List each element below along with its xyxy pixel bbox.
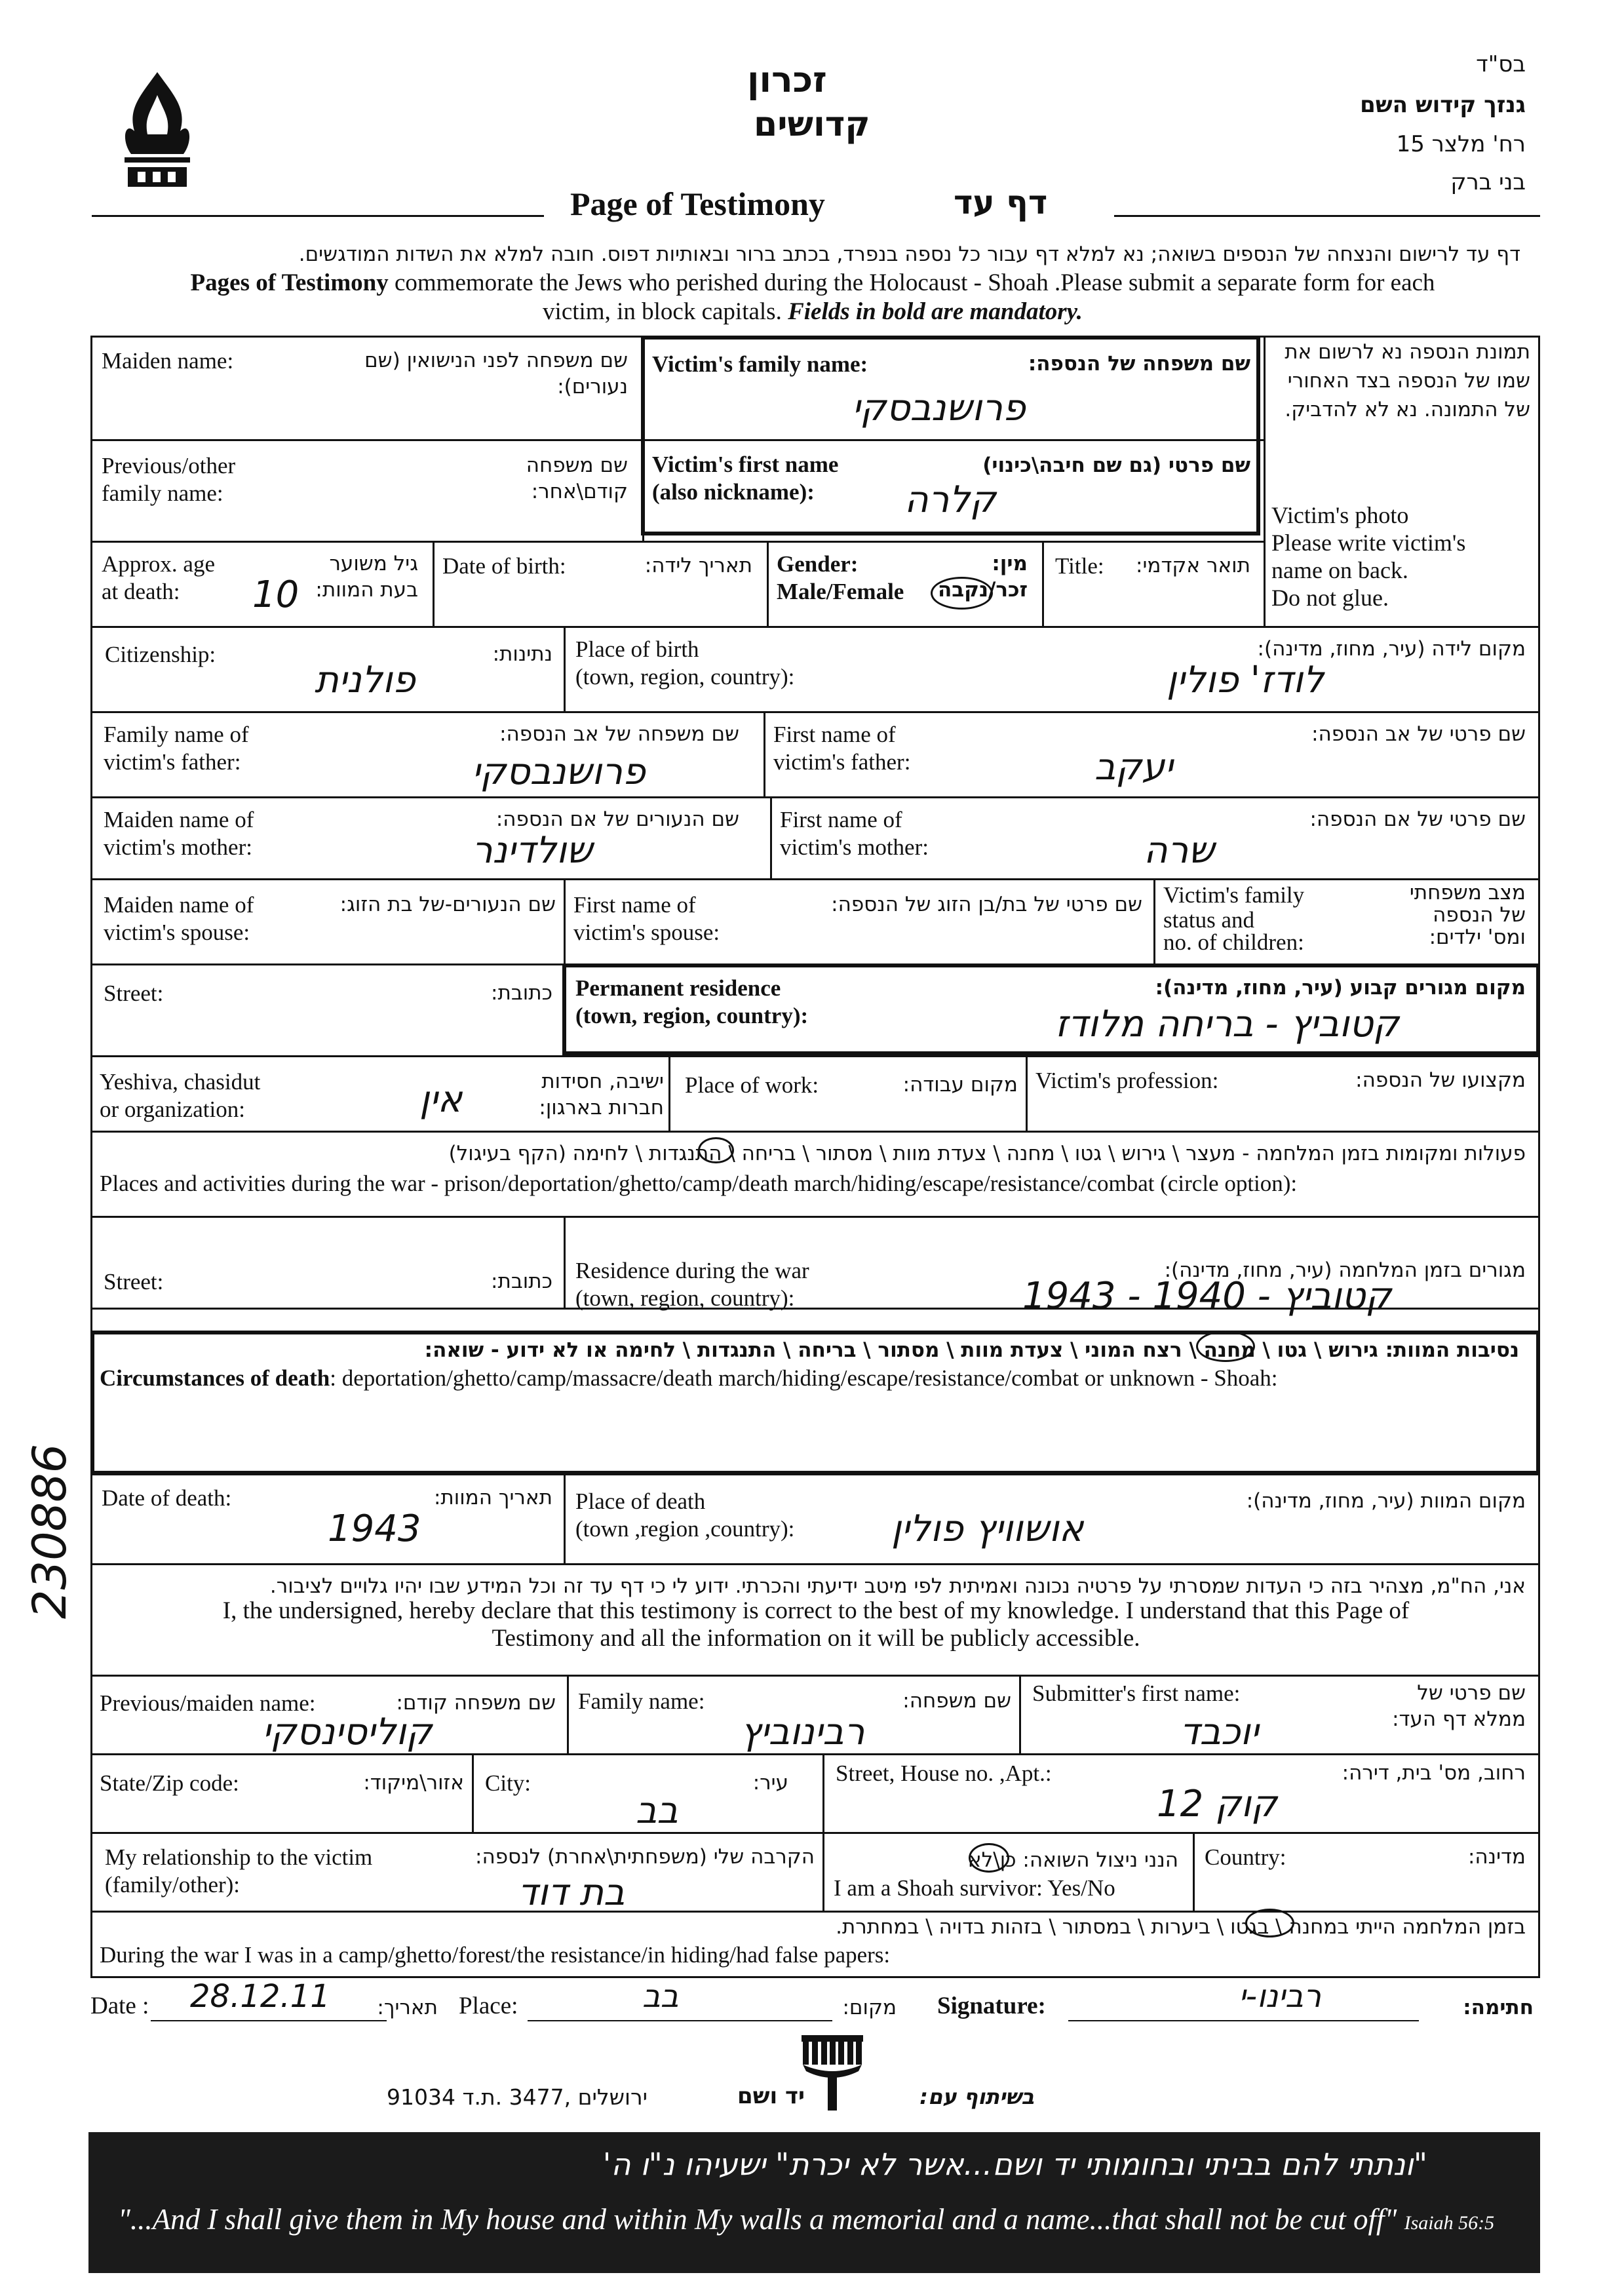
status-he-1: מצב משפחתי <box>1409 881 1526 905</box>
circumstances-he: נסיבות המוות: גירוש \ גטו \ מחנה \ רצח המוני \ צעדת מוות \ מסתור \ בריחה \ התנגדות \ לחימה או לא ידוע - שואה: <box>424 1338 1519 1362</box>
rel-en-2: (family/other): <box>105 1872 241 1897</box>
father-first-label-he: שם פרטי של אב הנספה: <box>1311 722 1526 746</box>
place-label: Place: <box>459 1993 518 2019</box>
residence-war-label-he: מגורים בזמן המלחמה (עיר, מחוז, מדינה): <box>1164 1258 1526 1282</box>
archive-street: רח' מלצר 15 <box>1396 131 1526 157</box>
country-label: Country: <box>1205 1844 1286 1870</box>
family-status-label-he <box>1410 882 1526 948</box>
signature-label-he: חתימה: <box>1463 1996 1534 2019</box>
submitter-first-label-he <box>1392 1680 1526 1732</box>
yesh-he-2: חברות בארגון: <box>539 1096 664 1119</box>
age-en-2: at death: <box>102 579 180 604</box>
declaration-en <box>128 1597 1504 1652</box>
citizenship-label-he: נתינות: <box>492 642 552 666</box>
title-kedoshim: קדושים <box>754 105 870 144</box>
prev-he-2: קודם\אחר: <box>531 480 628 503</box>
footer-address: 91034 ירושלים ,3477 .ת.ד <box>387 2084 648 2110</box>
mother-first-label-he: שם פרטי של אם הנספה: <box>1309 807 1526 831</box>
country-label-he: מדינה: <box>1467 1845 1526 1869</box>
date-of-death-label-he: תאריך המוות: <box>433 1486 552 1509</box>
city-label-he: עיר: <box>752 1771 788 1795</box>
previous-family-name-label <box>102 452 235 507</box>
perm-en-2: (town, region, country): <box>575 1003 809 1028</box>
approx-age-label-he <box>315 551 418 603</box>
escape-circle[interactable] <box>698 1137 734 1163</box>
submitter-first-label: Submitter's first name: <box>1032 1681 1241 1706</box>
ffam-en-2: victim's father: <box>104 749 241 775</box>
gender-en-1: Gender: <box>777 551 859 577</box>
photo-en-4: Do not glue. <box>1271 585 1389 611</box>
place-of-death-label <box>575 1488 794 1543</box>
first-en-2: (also nickname): <box>652 479 815 505</box>
permanent-residence-label <box>575 975 808 1030</box>
victim-first-name-value[interactable]: קלרה <box>904 478 996 521</box>
quote-hebrew: "ונתתי להם בביתי ובחומותי יד ושם...אשר לא יכרת" ישעיהו נ"ו ה' <box>602 2147 1427 2182</box>
quote-reference: Isaiah 56:5 <box>1404 2212 1495 2234</box>
signature-line <box>1068 2020 1419 2021</box>
intro-english <box>92 269 1534 326</box>
street-war-label: Street: <box>104 1269 164 1294</box>
victim-family-name-label-he: שם משפחה של הנספה: <box>1028 352 1250 376</box>
mmaid-en-1: Maiden name of <box>104 807 254 832</box>
mother-maiden-label-he: שם הנעורים של אם הנספה: <box>495 807 739 831</box>
page-title-en: Page of Testimony <box>570 185 825 222</box>
street-label: Street: <box>104 981 164 1006</box>
perm-en-1: Permanent residence <box>575 975 781 1001</box>
sfirst-en-1: First name of <box>573 892 696 918</box>
place-of-work-label: Place of work: <box>685 1072 819 1098</box>
sfh-2: ממלא דף העד: <box>1392 1707 1526 1731</box>
date-of-death-label: Date of death: <box>102 1485 232 1511</box>
signature-label-text: Signature: <box>937 1993 1046 2019</box>
place-of-birth-label-he: מקום לידה (עיר, מחוז, מדינה): <box>1257 637 1526 661</box>
profession-label-he: מקצועו של הנספה: <box>1355 1068 1526 1092</box>
submitter-prev-name-value[interactable]: קוליסינסקי <box>262 1711 433 1753</box>
approx-age-value[interactable]: 10 <box>252 574 300 616</box>
relationship-value[interactable]: בת דוד <box>518 1871 625 1914</box>
spouse-first-label <box>573 891 720 946</box>
street-war-label-he: כתובת: <box>491 1270 552 1293</box>
citizenship-value[interactable]: פולנית <box>315 659 416 701</box>
street-house-label: Street, House no. ,Apt.: <box>836 1761 1052 1786</box>
spouse-maiden-label <box>104 891 254 946</box>
previous-family-name-label-he <box>526 452 628 505</box>
mmaid-en-2: victim's mother: <box>104 834 252 860</box>
signature-label <box>937 1993 1046 2020</box>
intro-mandatory: Fields in bold are mandatory. <box>788 298 1083 325</box>
places-activities-en: Places and activities during the war - prison/deportation/ghetto/camp/death march/hiding/escape/resistance/combat (circle option): <box>100 1171 1298 1196</box>
submitter-prev-name-label: Previous/maiden name: <box>100 1690 316 1716</box>
bsd-mark: בס"ד <box>1476 51 1526 77</box>
father-family-label <box>104 721 249 776</box>
side-reference-number: 230886 <box>23 1443 77 1619</box>
rw-en-2: (town, region, country): <box>575 1285 795 1311</box>
yesh-en-2: or organization: <box>100 1097 245 1122</box>
zip-code-label-he: אזור\מיקוד: <box>363 1771 464 1795</box>
yad-vashem-name: יד ושם <box>737 2083 805 2109</box>
gender-he-2: זכר/נקבה <box>937 578 1028 602</box>
status-en-1: Victim's family <box>1163 882 1305 908</box>
family-status-label <box>1163 882 1304 954</box>
pob-en-1: Place of birth <box>575 636 699 662</box>
camp-circle[interactable] <box>1196 1331 1255 1362</box>
sfirst-en-2: victim's spouse: <box>573 920 720 945</box>
place-of-birth-value[interactable]: לודז' פולין <box>1167 659 1324 701</box>
pod-en-2: (town ,region ,country): <box>575 1516 795 1542</box>
survivor-no-circle[interactable] <box>969 1843 1009 1873</box>
prev-en-2: family name: <box>102 480 223 506</box>
title-label-he: תואר אקדמי: <box>1136 554 1250 577</box>
circumstances-en <box>100 1365 1277 1392</box>
place-of-death-value[interactable]: אושוויץ פולין <box>891 1508 1084 1550</box>
zip-code-label: State/Zip code: <box>100 1770 239 1796</box>
victim-first-name-label-he: שם פרטי (גם שם חיבה\כינוי) <box>982 454 1250 477</box>
prev-en-1: Previous/other <box>102 453 236 478</box>
submitter-prev-name-label-he: שם משפחה קודם: <box>396 1691 556 1715</box>
yad-vashem-flame-logo <box>115 69 200 193</box>
approx-age-label <box>102 551 215 606</box>
mfirst-en-1: First name of <box>780 807 902 832</box>
sfh-1: שם פרטי של <box>1417 1681 1526 1705</box>
date-label: Date : <box>90 1993 149 2019</box>
mother-maiden-value[interactable]: שולדינר <box>472 829 592 872</box>
city-label: City: <box>485 1770 532 1796</box>
yeshiva-label <box>100 1068 260 1123</box>
title-zikaron: זכרון <box>747 59 827 100</box>
yeshiva-value[interactable]: אין <box>419 1078 463 1121</box>
decl-en-2: Testimony and all the information on it will be publicly accessible. <box>492 1625 1140 1652</box>
victim-family-name-label <box>652 351 868 378</box>
ffam-en-1: Family name of <box>104 722 249 747</box>
place-value[interactable]: בב <box>642 1978 679 2015</box>
relationship-label-he: הקרבה שלי (משפחתית\אחרת) לנספה: <box>475 1845 815 1869</box>
maiden-name-label: Maiden name: <box>102 348 234 374</box>
during-war-he: בזמן המלחמה הייתי במחנה \ בגטו \ ביערות \ במסתור \ בזהות בדויה \ במחתרת. <box>836 1915 1526 1939</box>
intro-hebrew: דף עד לרישום והנצחה של הנספים בשואה; נא למלא דף עבור כל נספה בנפרד, בכתב ברור ובאותיות דפוס. חובה למלא את השדות המודגשים. <box>298 243 1520 266</box>
submitter-family-value[interactable]: רבינוביץ <box>741 1711 865 1753</box>
smaid-en-2: victim's spouse: <box>104 920 250 945</box>
profession-label: Victim's profession: <box>1035 1068 1219 1093</box>
status-en-2: status and <box>1163 907 1255 933</box>
victim-family-name-value[interactable]: פרושנבסקי <box>852 387 1026 429</box>
status-he-2: של הנספה <box>1433 903 1526 927</box>
spouse-first-label-he: שם פרטי של בת/בן הזוג של הנספה: <box>831 893 1142 916</box>
residence-war-label <box>575 1257 809 1312</box>
page-title-he: דף עד <box>954 184 1048 222</box>
pob-en-2: (town, region, country): <box>575 664 795 690</box>
during-war-en: During the war I was in a camp/ghetto/forest/the resistance/in hiding/had false papers: <box>100 1942 891 1968</box>
age-he-1: גיל משוער <box>329 552 418 575</box>
mother-first-label <box>780 806 929 861</box>
maiden-name-label-he: שם משפחה לפני הנישואין (שם נעורים): <box>364 349 628 399</box>
submitter-family-label-he: שם משפחה: <box>902 1689 1011 1713</box>
smaid-en-1: Maiden name of <box>104 892 254 918</box>
camp-ghetto-circle[interactable] <box>1245 1909 1294 1937</box>
spouse-maiden-label-he: שם הנעורים-של בת הזוג: <box>339 893 556 916</box>
father-first-value[interactable]: יעקב <box>1094 746 1173 788</box>
place-of-work-label-he: מקום עבודה: <box>902 1073 1018 1097</box>
archive-city: בני ברק <box>1450 169 1526 195</box>
submitter-first-value[interactable]: יוכבד <box>1180 1711 1259 1753</box>
circ-text: : deportation/ghetto/camp/massacre/death march/hiding/escape/resistance/combat or unknown - Shoah: <box>330 1365 1278 1391</box>
header-rule-right <box>1114 215 1540 217</box>
date-of-birth-label: Date of birth: <box>442 553 566 579</box>
residence-war-value[interactable]: קטוביץ - 1940 - 1943 <box>1022 1275 1392 1317</box>
place-of-death-label-he: מקום המוות (עיר, מחוז, מדינה): <box>1246 1489 1526 1513</box>
cooperation-label: בשיתוף עם: <box>919 2084 1034 2109</box>
yesh-en-1: Yeshiva, chasidut <box>100 1069 261 1095</box>
rw-en-1: Residence during the war <box>575 1258 809 1283</box>
relationship-label <box>105 1844 372 1899</box>
age-he-2: בעת המוות: <box>315 578 418 602</box>
circ-bold: Circumstances of death <box>100 1365 330 1391</box>
photo-instructions-he: תמונת הנספה נא לרשום את שמו של הנספה בצד האחורי של התמונה. נא לא להדביק. <box>1285 340 1530 421</box>
rel-en-1: My relationship to the victim <box>105 1844 373 1870</box>
mother-first-value[interactable]: שרה <box>1144 829 1214 872</box>
declaration-he: אני, הח"מ, מצהיר בזה כי העדות שמסרתי על פרטיה נכונה ואמיתית לפי מיטב ידיעתי והכרתי. ידוע לי כי דף עד זה וכל המידע שבו יהיו גלויים לציבור. <box>269 1574 1526 1598</box>
age-en-1: Approx. age <box>102 551 216 577</box>
date-line <box>151 2020 387 2021</box>
prev-he-1: שם משפחה <box>526 454 628 477</box>
quote-english-text: "...And I shall give them in My house and within My walls a memorial and a name...that shall not be cut off" <box>118 2203 1397 2236</box>
gender-en-2: Male/Female <box>777 579 904 604</box>
status-he-3: ומס' ילדים: <box>1429 925 1526 949</box>
places-activities-he: פעולות ומקומות בזמן המלחמה - מעצר \ גירוש \ גטו \ מחנה \ צעדת מוות \ מסתור \ בריחה \ התנגדות \ לחימה (הקף בעיגול) <box>448 1142 1526 1165</box>
mfirst-en-2: victim's mother: <box>780 834 929 860</box>
place-of-birth-label <box>575 636 794 691</box>
gender-label <box>777 551 904 606</box>
father-family-label-he: שם משפחה של אב הנספה: <box>499 722 739 746</box>
victim-family-name-label-text: Victim's family name: <box>652 351 868 377</box>
street-house-value[interactable]: קוק 12 <box>1157 1783 1277 1825</box>
intro-text-1: commemorate the Jews who perished during the Holocaust - Shoah .Please submit a separate form for each <box>388 269 1435 296</box>
photo-en-1: Victim's photo <box>1271 502 1409 528</box>
date-of-birth-label-he: תאריך לידה: <box>644 554 752 577</box>
photo-en-3: name on back. <box>1271 557 1408 583</box>
place-label-he: מקום: <box>842 1996 897 2019</box>
victim-first-name-label <box>652 451 838 506</box>
header-rule-left <box>92 215 544 217</box>
yesh-he-1: ישיבה, חסידות <box>541 1070 664 1093</box>
permanent-residence-value[interactable]: קטוביץ - בריחה מלודז <box>1055 1003 1399 1045</box>
survivor-label-en: I am a Shoah survivor: Yes/No <box>834 1875 1115 1901</box>
yeshiva-label-he <box>539 1068 664 1121</box>
intro-text-2: victim, in block capitals. <box>543 298 788 325</box>
archive-name: גנזך קידוש השם <box>1360 92 1526 118</box>
photo-en-2: Please write victim's <box>1271 530 1466 556</box>
quote-english <box>118 2202 1494 2236</box>
photo-instructions-en <box>1271 501 1465 612</box>
date-value[interactable]: 28.12.11 <box>190 1978 330 2015</box>
title-label: Title: <box>1055 553 1104 579</box>
status-en-3: no. of children: <box>1163 929 1304 955</box>
citizenship-label: Citizenship: <box>105 642 216 667</box>
father-first-label <box>773 721 910 776</box>
gender-female-circle[interactable] <box>931 577 993 610</box>
place-line <box>528 2020 832 2021</box>
date-label-he: תאריך: <box>377 1996 438 2019</box>
street-label-he: כתובת: <box>491 981 552 1005</box>
first-en-1: Victim's first name <box>652 452 839 477</box>
survivor-label-he: הנני ניצול השואה: כן\לא <box>967 1848 1178 1872</box>
yad-vashem-menorah-logo <box>796 2032 868 2114</box>
pod-en-1: Place of death <box>575 1489 706 1514</box>
mother-maiden-label <box>104 806 254 861</box>
ffirst-en-1: First name of <box>773 722 896 747</box>
intro-bold: Pages of Testimony <box>190 269 389 296</box>
signature-value[interactable]: רבינו-י <box>1239 1978 1321 2015</box>
street-house-label-he: רחוב, מס' בית, דירה: <box>1342 1761 1526 1785</box>
date-of-death-value[interactable]: 1943 <box>328 1508 421 1550</box>
decl-en-1: I, the undersigned, hereby declare that this testimony is correct to the best of my knowledge. I understand that this Page of <box>222 1597 1410 1624</box>
father-family-value[interactable]: פרושנבסקי <box>472 750 646 793</box>
permanent-residence-label-he: מקום מגורים קבוע (עיר, מחוז, מדינה): <box>1155 976 1526 1000</box>
submitter-family-label: Family name: <box>578 1688 705 1714</box>
gender-he-1: מין: <box>992 552 1028 575</box>
city-value[interactable]: בב <box>636 1789 678 1832</box>
ffirst-en-2: victim's father: <box>773 749 911 775</box>
